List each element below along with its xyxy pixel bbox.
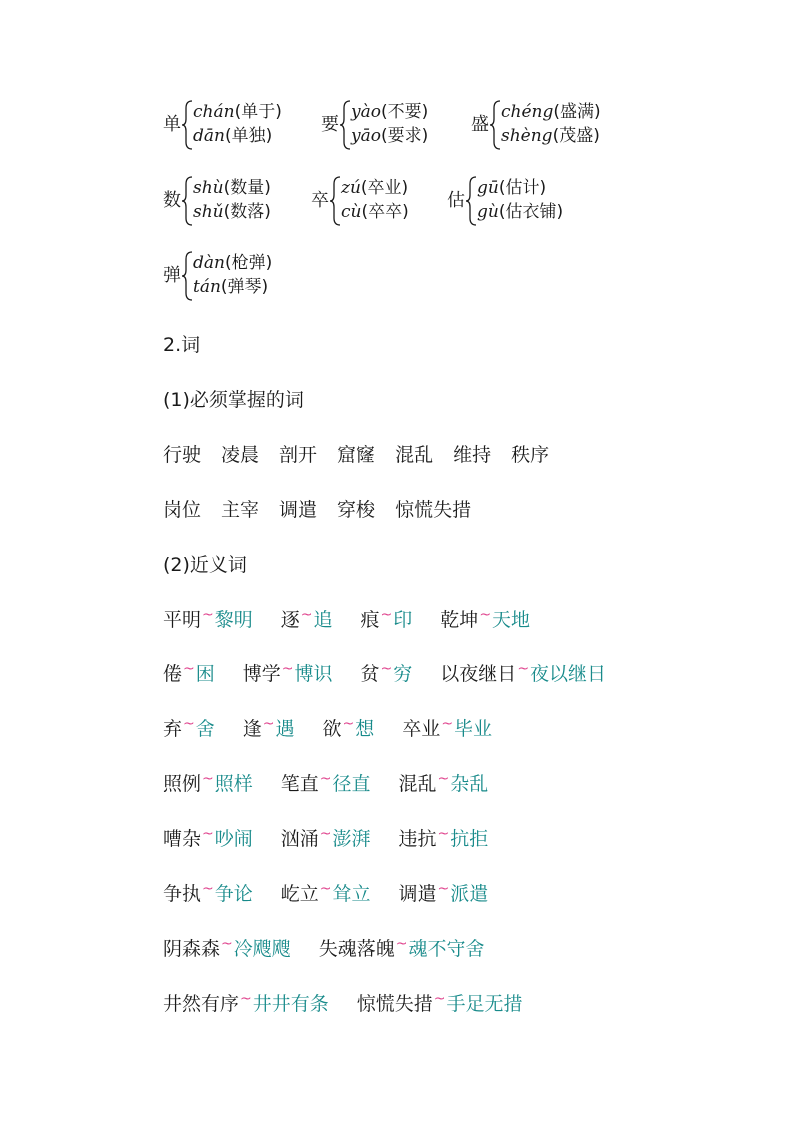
word: 逐: [280, 609, 300, 631]
synonym-line: [163, 881, 516, 909]
reading-line: [501, 124, 601, 148]
reading-word: (数量): [223, 178, 271, 198]
tilde-mark: ~: [319, 826, 332, 842]
synonym: 抗拒: [450, 828, 489, 850]
reading-line: [193, 275, 272, 299]
vocab-word: 惊慌失措: [395, 499, 472, 521]
tilde-mark: ~: [395, 936, 408, 952]
reading-word: (枪弹): [224, 253, 273, 273]
vocab-word: 维持: [453, 444, 492, 466]
reading-word: (数落): [223, 202, 271, 222]
synonym: 杂乱: [450, 773, 489, 795]
word: 痕: [360, 609, 380, 631]
must-master-line: [163, 442, 569, 468]
brace-icon: [329, 176, 341, 226]
tilde-mark: ~: [221, 936, 233, 952]
word: 汹涌: [280, 828, 319, 850]
vocab-word: 凌晨: [221, 444, 260, 466]
tilde-mark: ~: [437, 826, 450, 842]
word: 贫: [360, 663, 380, 685]
synonym-pair: [281, 881, 371, 909]
reading-line: [341, 200, 409, 224]
word: 以夜继日: [440, 663, 517, 685]
tilde-mark: ~: [380, 661, 393, 677]
vocab-word: 岗位: [163, 499, 202, 521]
vocab-word: 调遣: [279, 499, 318, 521]
synonym: 博识: [294, 663, 333, 685]
synonym-line: [163, 936, 513, 964]
synonym: 遇: [275, 718, 295, 740]
synonym-line: [163, 826, 516, 854]
synonym: 天地: [492, 609, 531, 631]
word: 博学: [242, 663, 281, 685]
pinyin: cù: [341, 202, 362, 222]
synonym-pair: [163, 661, 215, 689]
synonym-line: [163, 716, 520, 744]
word: 惊慌失措: [356, 993, 433, 1015]
pinyin: shǔ: [193, 202, 224, 222]
tilde-mark: ~: [319, 881, 332, 897]
word: 乾坤: [440, 609, 479, 631]
reading-word: (估计): [498, 178, 547, 198]
pinyin: tán: [193, 277, 221, 297]
synonym: 舍: [195, 718, 215, 740]
reading-word: (弹琴): [220, 277, 269, 297]
pinyin: shèng: [501, 126, 553, 146]
brace-icon: [181, 251, 193, 301]
synonym-line: [163, 991, 551, 1019]
synonym-pair: [163, 771, 253, 799]
synonym: 黎明: [214, 609, 253, 631]
synonym-line: [163, 661, 634, 689]
tilde-mark: ~: [262, 716, 275, 732]
reading-line: [193, 251, 272, 275]
brace-icon: [465, 176, 477, 226]
section-heading-words: 2.词: [163, 334, 201, 356]
pinyin: dàn: [193, 253, 225, 273]
polyphonic-char: 数: [163, 190, 181, 211]
reading-word: (不要): [380, 102, 429, 122]
vocab-word: 混乱: [395, 444, 434, 466]
synonym-pair: [281, 771, 371, 799]
word: 违抗: [398, 828, 437, 850]
reading-line: [477, 176, 563, 200]
tilde-mark: ~: [479, 607, 492, 623]
synonym-pair: [402, 716, 492, 744]
synonym: 印: [393, 609, 413, 631]
vocab-word: 主宰: [221, 499, 260, 521]
pinyin: chán: [193, 102, 235, 122]
reading-line: [501, 100, 601, 124]
vocab-word: 窟窿: [337, 444, 376, 466]
tilde-mark: ~: [342, 716, 355, 732]
tilde-mark: ~: [202, 607, 214, 623]
synonym: 澎湃: [332, 828, 371, 850]
tilde-mark: ~: [202, 771, 214, 787]
synonym-line: [163, 771, 516, 799]
pinyin: chéng: [501, 102, 554, 122]
pinyin: dān: [193, 126, 225, 146]
synonyms-heading: (2)近义词: [163, 554, 247, 576]
synonym: 夜以继日: [530, 663, 607, 685]
synonym-pair: [399, 881, 489, 909]
word: 笔直: [280, 773, 319, 795]
tilde-mark: ~: [380, 607, 393, 623]
pinyin: gù: [477, 202, 499, 222]
synonym: 困: [195, 663, 215, 685]
reading-word: (估衣铺): [498, 202, 564, 222]
synonym: 追: [313, 609, 333, 631]
reading-word: (卒业): [360, 178, 409, 198]
polyphonic-char: 估: [447, 190, 465, 211]
word: 卒业: [402, 718, 441, 740]
synonym-pair: [440, 661, 606, 689]
reading-line: [193, 124, 282, 148]
synonym: 耸立: [332, 883, 371, 905]
synonym-pair: [361, 607, 413, 635]
word: 争执: [163, 883, 202, 905]
reading-line: [193, 100, 282, 124]
tilde-mark: ~: [183, 716, 195, 732]
word: 嘈杂: [163, 828, 202, 850]
must-master-heading: (1)必须掌握的词: [163, 389, 304, 411]
synonym: 吵闹: [214, 828, 253, 850]
reading-word: (单于): [234, 102, 282, 122]
reading-word: (卒卒): [361, 202, 409, 222]
reading-word: (单独): [224, 126, 273, 146]
synonym-pair: [399, 826, 489, 854]
tilde-mark: ~: [517, 661, 530, 677]
tilde-mark: ~: [437, 881, 450, 897]
word: 照例: [163, 773, 202, 795]
synonym-pair: [163, 826, 253, 854]
pinyin: yāo: [351, 126, 381, 146]
vocab-word: 秩序: [511, 444, 550, 466]
word: 混乱: [398, 773, 437, 795]
pinyin: gū: [477, 178, 499, 198]
brace-icon: [181, 176, 193, 226]
synonym-line: [163, 607, 558, 635]
vocab-word: 行驶: [163, 444, 202, 466]
reading-line: [341, 176, 409, 200]
synonym-pair: [281, 607, 333, 635]
synonym-pair: [243, 661, 333, 689]
word: 阴森森: [163, 938, 221, 960]
synonym: 想: [355, 718, 375, 740]
word: 失魂落魄: [318, 938, 395, 960]
synonym-pair: [323, 716, 375, 744]
pinyin: yào: [351, 102, 381, 122]
synonym: 穷: [393, 663, 413, 685]
tilde-mark: ~: [319, 771, 332, 787]
tilde-mark: ~: [281, 661, 294, 677]
pinyin: shù: [193, 178, 224, 198]
polyphonic-char: 要: [321, 114, 339, 135]
tilde-mark: ~: [441, 716, 454, 732]
synonym-pair: [163, 936, 291, 964]
must-master-line: [163, 497, 491, 523]
reading-word: (要求): [380, 126, 429, 146]
tilde-mark: ~: [202, 881, 214, 897]
synonym-pair: [163, 991, 329, 1019]
vocab-word: 剖开: [279, 444, 318, 466]
synonym: 径直: [332, 773, 371, 795]
polyphonic-char: 弹: [163, 265, 181, 286]
synonym: 照样: [214, 773, 253, 795]
synonym: 争论: [214, 883, 253, 905]
synonym: 魂不守舍: [408, 938, 485, 960]
word: 欲: [322, 718, 342, 740]
reading-line: [193, 200, 271, 224]
brace-icon: [181, 100, 193, 150]
word: 逢: [242, 718, 262, 740]
synonym-pair: [281, 826, 371, 854]
reading-word: (茂盛): [552, 126, 600, 146]
tilde-mark: ~: [437, 771, 450, 787]
synonym: 冷飕飕: [233, 938, 291, 960]
synonym: 派遣: [450, 883, 489, 905]
synonym-pair: [399, 771, 489, 799]
word: 倦: [163, 663, 183, 685]
reading-line: [193, 176, 271, 200]
reading-word: (盛满): [553, 102, 601, 122]
polyphonic-char: 单: [163, 114, 181, 135]
synonym-pair: [361, 661, 413, 689]
polyphonic-char: 盛: [471, 114, 489, 135]
tilde-mark: ~: [433, 991, 446, 1007]
synonym: 手足无措: [446, 993, 523, 1015]
synonym: 井井有条: [252, 993, 329, 1015]
brace-icon: [489, 100, 501, 150]
word: 调遣: [398, 883, 437, 905]
tilde-mark: ~: [240, 991, 252, 1007]
synonym-pair: [357, 991, 523, 1019]
synonym-pair: [163, 881, 253, 909]
reading-line: [477, 200, 563, 224]
brace-icon: [339, 100, 351, 150]
synonym-pair: [163, 607, 253, 635]
tilde-mark: ~: [300, 607, 313, 623]
word: 屹立: [280, 883, 319, 905]
synonym: 毕业: [454, 718, 493, 740]
tilde-mark: ~: [183, 661, 195, 677]
synonym-pair: [243, 716, 295, 744]
synonym-pair: [440, 607, 530, 635]
synonym-pair: [163, 716, 215, 744]
reading-line: [351, 100, 428, 124]
synonym-pair: [319, 936, 485, 964]
word: 井然有序: [163, 993, 240, 1015]
word: 弃: [163, 718, 183, 740]
tilde-mark: ~: [202, 826, 214, 842]
reading-line: [351, 124, 428, 148]
pinyin: zú: [341, 178, 361, 198]
word: 平明: [163, 609, 202, 631]
polyphonic-char: 卒: [311, 190, 329, 211]
vocab-word: 穿梭: [337, 499, 376, 521]
